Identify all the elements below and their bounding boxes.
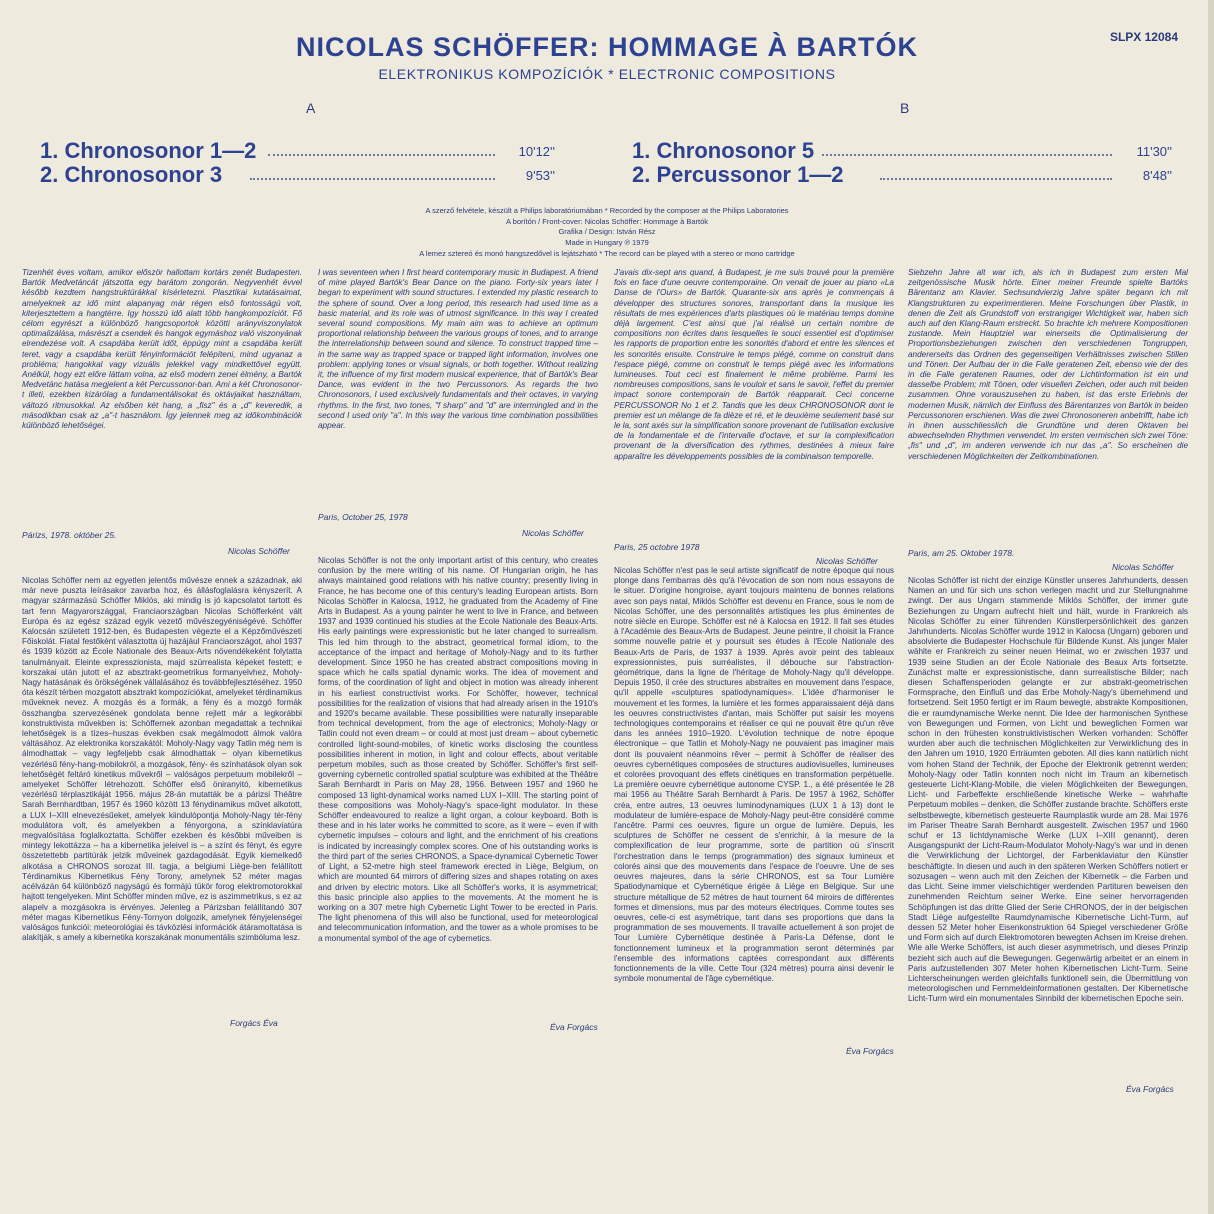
leader-dots [268, 152, 495, 156]
bio-de: Nicolas Schöffer ist nicht der einzige Künstler unseres Jahrhunderts, dessen Namen an und für sich uns schon verlegen macht und zur Stellungnahme zwingt. Der aus Ungarn stammende Miklós Schöffer, der immer gute Beziehungen zu Ungarn aufrecht hielt und hält, wurde in Frankreich als Nicolas Schöffer zu einer führenden Künstlerpersönlichkeit des ganzen Jahrhunderts. Nicolas Schöffer wurde 1912 in Kalocsa (Ungarn) geboren und absolvierte die Budapester Hochschule für Bildende Kunst. Als junger Maler wählte er Frankreich zu seiner neuen Heimat, wo er zwischen 1937 und 1939 seine Studien an der École Nationale des Beaux Arts fortsetzte. Zunächst malte er expressionistische, dann surrealistische Bilder; nach diesen Schaffensperioden gelangte er zur abstrakt-geometrischen Formsprache, den Einfluß und das Erbe Moholy-Nagy's übernehmend und fortsetzend. Seit 1950 fertigt er im Raum bewegte, abstrakte Kompositionen, die er raumdynamische Werke nennt. Die Idee der harmonischen Synthese von Bewegungen und Formen, von Licht und beweglichen Formen war schon in den frühesten konstruktivistischen Werken vorhanden: Schöffer wurden aber auch die technischen Möglichkeiten zur Verwirklichung des in den Jahren um 1910, 1920 Erträumten geboten. All dies kann natürlich nicht vom hohen Stand der Technik, der Epoche der Elektronik getrennt werden; Moholy-Nagy oder Tatlin konnten noch nicht im Traum an kibernetisch gesteuerte Licht-Klang-Mobile, die vielen Möglichkeiten der Bewegungen, Licht- und Farbeffekte erschließende kinetische Werke – wahrhafte Perpetuum mobiles – denken, die Schöffer zustande brachte. Schöffers erste selbstbewegte, kibernetisch gesteuerte Raumplastik wurde am 28. Mai 1976 im Pariser Theatre Sarah Bernhardt ausgestellt. Zwischen 1957 und 1960 schuf er 13 lichtdynamische Werke (LUX I–XIII genannt), deren Ausgangspunkt der Licht-Raum-Modulator Moholy-Nagy's war und in denen die Verwirklichung der Lichtorgel, der Farbenklaviatur den Künstler beschäftigte. In diesen und auch in den späteren Werken Schöffers notiert er sozusagen – wenn auch mit den Zeichen der Kibernetik – die Farben und das Licht. Seine immer vielschichtiger werdenden Partituren beweisen den zunehmenden Reichtum seiner Werke. Eine seiner hervorragenden Schöpfungen ist das dritte Glied der Serie CHRONOS, der in der belgischen Stadt Liège aufgestellte Raumdynamische Kibernetische Licht-Turm, auf dessen 52 Meter hoher Eisenkonstruktion 64 Spiegel verschiedener Größe und Form sich auf durch Elektromotoren bewegten Achsen im Kreise drehen. Wie alle Werke Schöffers, ist auch dieser asymmetrisch, und dieses Prinzip bezieht sich auch auf die Bewegungen. Gegenwärtig arbeitet er an einem in Paris aufzustellenden 307 Meter hohen Kibernetischen Licht-Turm. Seine Lichterscheinungen werden gleichfalls funktionell sein, die Übermittlung von meteorologischen und Fernmeldeinformationen gestalten. Der Kibernetische Licht-Turm wird ein monumentales Sinnbild der kibernetischen Epoche sein. [908, 576, 1188, 1004]
album-subtitle: ELEKTRONIKUS KOMPOZÍCIÓK * ELECTRONIC COMPOSITIONS [378, 66, 836, 82]
credit-line: A lemez sztereó és monó hangszedővel is lejátszható * The record can be played with a stereo or mono cartridge [419, 248, 795, 258]
date-hu: Párizs, 1978. október 25. [22, 530, 117, 540]
track-duration: 10'12'' [518, 144, 555, 159]
bio-signature-fr: Éva Forgács [846, 1046, 894, 1056]
track-a1 [40, 138, 555, 162]
album-title: NICOLAS SCHÖFFER: HOMMAGE À BARTÓK [296, 32, 918, 62]
date-de: Paris, am 25. Oktober 1978. [908, 548, 1015, 558]
composer-note-fr: J'avais dix-sept ans quand, à Budapest, je me suis trouvé pour la première fois en face d'une oeuvre contemporaine. On venait de jouer au piano «La Danse de l'Ours» de Bartók. Quarante-six ans après je commençais à développer des structures sonores, transportant dans la musique les résultats de mes expériences d'arts plastiques où le matériau temps domine déjà largement. C'est ainsi que j'ai réalisé un certain nombre de compositions non écrites dans lesquelles le souci essentiel est d'optimiser les rapports de proportion entre les sonorités d'abord et entre les silences et les sonorités ensuite. Construire le temps piégé, comme on construit dans l'espace piégé, comme on construit le temps piégé avec les informations lumineuses. Tout ceci est finalement le même problème. Parmi les nombreuses compositions, sans le vouloir et sans le savoir, l'effet du premier impact sonore contemporain de Bartók réapparait. Ceci concerne PERCUSSONOR No 1 et 2. Tandis que les deux CHRONOSONOR dont le premier est un mélange de fa dièze et ré, et le deuxième seulement basé sur le la, sont axés sur la simplification sonore provenant de l'utilisation exclusive de la fondamentale et de l'intervalle d'octave, et sur la complexification provenant de la diversification des rythmes, destinées à mieux faire apparaître les développements possibles de la combinaison temporelle. [614, 268, 894, 461]
bio-fr: Nicolas Schöffer n'est pas le seul artiste significatif de notre époque qui nous plonge dans l'embarras dès qu'à l'évocation de son nom nous essayons de le situer. D'origine hongroise, ayant toujours maintenu de bonnes relations avec son pays natal, Miklós Schöffer est devenu en France, sous le nom de Nicolas Schöffer, une des personnalités artistiques les plus éminentes de notre siècle en Europe. Schöffer est né à Kalocsa en 1912. Il fait ses études à l'Académie des Beaux-Arts de Budapest. Jeune peintre, il choisit la France somme nouvelle patrie et y poursuit ses études à l'Ecole Nationale des Beaux-Arts de Paris, de 1937 à 1939. Après avoir peint des tableaux expressionnistes, puis surréalistes, il débouche sur l'abstraction-géométrique, dans la ligne de l'héritage de Moholy-Nagy qu'il développe. Depuis 1950, il crée des structures abstraites en mouvement dans l'espace, qu'il appelle «sculptures spatiodynamiques». L'idée d'harmoniser le mouvement et les formes, la lumière et les formes apparaissaient déjà dans les oeuvres constructivistes d'antan, mais Schöffer put saisir les moyens technologiques contemporains et réaliser ce qui ne pouvait être qu'un rêve dans les années 1910–1920. L'évolution technique de notre époque électronique – que Tatlin et Moholy-Nagy ne pouvaient pas imaginer mais dont ils pouvaient néanmoins rêver – permit à Schöffer de réaliser des oeuvres cybernétiques composées de structures audiovisuelles, lumineuses et colorées provoquant des effets cinétiques en transformation perpétuelle. La première oeuvre cybernétique autonome CYSP. 1., a été présentée le 28 mai 1956 au Théâtre Sarah Bernhardt à Paris. De 1957 à 1962, Schöffer créa, entre autres, 13 oeuvres luminodynamiques (LUX 1 à 13) dont le modulateur de lumière-espace de Moholy-Nagy peut-être considéré comme l'ancêtre. Parmi ces oeuvres, figure un orgue de lumière. Depuis, les sculptures de Schöffer ne cessent de s'enrichir, à la mesure de la complexification de leur programme, sorte de partition où s'inscrit l'orchestration dans le temps (programmation) des signaux lumineux et colorés ainsi que des mouvements dans l'espace de l'oeuvre. Une de ses oeuvres majeures, dans la série CHRONOS, est sa Tour Lumière Spatiodynamique et Cybernétique érigée à Liège en Belgique. Sur une structure métallique de 52 mètres de haut tournent 64 miroirs de différentes formes et dimensions, mus par des moteurs électriques. Comme toutes ses oeuvres, celle-ci est asymétrique, tant dans ses proportions que dans la programmation de ses mouvements. Il travaille actuellement à son projet de Tour Lumière Cybernétique destinée à Paris-La Défense, dont le fonctionnement lumineux et la programmation seront déterminés par l'ensemble des informations captées correspondant aux différents fonctionnements de la ville. Cette Tour (324 mètres) pourra ainsi devenir le symbole monumental de l'âge cybernétique. [614, 566, 894, 984]
track-name: 1. Chronosonor 1—2 [40, 138, 257, 163]
leader-dots [250, 176, 495, 180]
track-duration: 8'48'' [1142, 168, 1172, 183]
track-duration: 11'30'' [1136, 144, 1172, 159]
track-a2 [40, 162, 555, 186]
bio-hu: Nicolas Schöffer nem az egyetlen jelentős művésze ennek a századnak, aki már neve puszta leírásakor zavarba hoz, és állásfoglalásra kényszerít. A magyar származású Schöffer Miklós, aki mindig is jó kapcsolatot tartott és tart fenn Magyarországgal, Franciaországban Nicolas Schöfferként vált Európa és az egész század egyik vezető művészegyéniségévé. Schöffer Kalocsán született 1912-ben, és Budapesten végezte el a Képzőművészeti Főiskolát. Fiatal festőként választotta új hazájául Franciaországot, ahol 1937 és 1939 között az École Nationale des Beaux-Arts növendékeként folytatta tanulmányait. Eleinte expresszionista, majd szürrealista képeket festett; e korszakai után jutott el az absztrakt-geometrikus formanyelvhez, Moholy-Nagy hatásának és örökségének vállalásához és továbbfejlesztéséhez. 1950 óta készít térben mozgatott absztrakt kompozíciókat, amelyeket térdinamikus műveknek nevez. A mozgás és a formák, a fény és a mozgó formák összhangba szervezésének gondolata benne rejlett már a legkorábbi konstruktivista művekben is: Schöffernek azonban megadattak a technikai lehetőségek is a tízes–huszas években csak megálmodott álmok valóra váltásához. Az elektronika korszakától: Moholy-Nagy vagy Tatlin még nem is álmodhattak – vagy legfeljebb csak álmodhattak – olyan kibernetikus vezérlésű fény-hang-mobilokról, a mozgások, fény- és színhatások olyan sok lehetőségét feltáró kinetikus művekről – valóságos perpetuum mobilekről – amelyeket Schöffer létrehozott. Schöffer első öniranyitó, kibernetikus vezérlésű térplasztikáját 1956. május 28-án mutatták be a párizsi Théâtre Sarah Bernhardtban, 1957 és 1960 között 13 fénydinamikus művet alkotott, a LUX I–XIII elnevezésűeket, amelyek kiindulópontja Moholy-Nagy tér-fény modulátora volt, és amelyekben a fényorgona, a színklaviatúra megvalósítása foglalkoztatta. Schöffer ezekben és későbbi műveiben is mintegy lekottázza – ha a kibernetika jeleivel is – a színt és fényt, és egyre összetettebb partitúrák jelzik műveinek gazdagodását. Egyik kiemelkedő alkotása a CHRONOS sorozat III. tagja, a belgiumi Liège-ben felállított Térdinamikus Kibernetikus Fény Torony, amelynek 52 méter magas acélvázán 64 különböző nagyságú és formájú tükör forog elektromotorokkal hajtott tengelyeken. Mint Schöffer minden műve, ez is aszimmetrikus, s ez az alapelv a mozgásokra is érvényes. Jelenleg a Párizsban felállítandó 307 méter magas Kibernetikus Fény-Tornyon dolgozik, amelynek fényjelenségei valóságos funkciói: meteorológiai és távközlési információk átáramoltatása is alakítják, s amely a kibernetika korszakának monumentális szimbóluma lesz. [22, 576, 302, 943]
bio-signature-hu: Forgács Éva [230, 1018, 278, 1028]
bio-signature-en: Éva Forgács [550, 1022, 598, 1032]
leader-dots [880, 176, 1112, 180]
track-name: 2. Percussonor 1—2 [632, 162, 844, 187]
track-duration: 9'53'' [525, 168, 555, 183]
date-en: Paris, October 25, 1978 [318, 512, 408, 522]
side-a-label: A [306, 100, 316, 116]
side-b-label: B [900, 100, 910, 116]
composer-note-hu: Tizenhét éves voltam, amikor először hallottam kortárs zenét Budapesten. Bartók Medvetáncát játszotta egy barátom zongorán. Negyvenhét évvel később kezdtem hangstruktúrákkal kísérletezni. Plasztikai kutatásaimat, amelyeknek az idő mint alapanyag már régen első fontosságú volt, kiterjesztettem a hangtérre. Igy hosszú idő alatt több hangkompozíciót. Fő célom egyrészt a különböző hangcsoportok közötti arányviszonylatok optimalizálása, másrészt a csendek és hangok egymáshoz való viszonyának elrendezése volt. A csapdába került időt, éppúgy mint a csapdába került teret, vagy a csapdába került fényinformációt felépíteni, mind ugyanaz a probléma; hangokkal vagy vizuális jelekkel vagy mindkettővel együtt. Anélkül, hogy ezt előre láttam volna, az első modern zenei élmény, a Bartók Medvetánc hatása megjelent a két Percussonor-ban. Ami a két Chronosonor-t illeti, ezekben kizárólag a fundamentálisokat és oktávjaikat használtam, változó ritmusokkal. Az elsőben két hang, a „fisz" és a „d" keveredik, a másodikban csak az „a"-t használom. Így jelennek meg az időkombinációk különböző lehetőségei. [22, 268, 302, 431]
track-name: 1. Chronosonor 5 [632, 138, 815, 163]
catalog-number: SLPX 12084 [1109, 30, 1178, 44]
credit-line: Grafika / Design: István Rész [558, 227, 656, 237]
composer-note-en: I was seventeen when I first heard contemporary music in Budapest. A friend of mine played Bartók's Bear Dance on the piano. Forty-six years later I began to experiment with sound structures. I extended my plastic research to the sphere of sound. Over a long period, this research had used time as a basic material, and its role was of utmost significance. In this way I created several sound compositions. My main aim was to achieve an optimum proportional relationship between the various groups of tones, and to arrange the interrelationship between sound and silence. To construct trapped time – in the same way as trapped space or trapped light information, involves one problem: applying tones or visual signals, or both together. Without realizing it, the influence of my first modern musical experience, that of Bartók's Bear Dance, was evident in the two Percussonors. As regards the two Chronosonors, I used exclusively fundamentals and their octaves, in varying rhythms. In the first, two tones, "f sharp" and "d" are intermingled and in the second I used only "a". In this way the various time combination possibilities appear. [318, 268, 598, 431]
credit-line: Made in Hungary ℗ 1979 [565, 238, 649, 248]
composer-note-de: Siebzehn Jahre alt war ich, als ich in Budapest zum ersten Mal zeitgenössische Musik hörte. Einer meiner Freunde spielte Bartóks Bärentanz am Klavier. Sechsundvierzig Jahre später begann ich mit Klangstrukturen zu experimentieren. Meine Forschungen über Plastik, in denen die Zeit als Grundstoff von erstrangiger Wichtigkeit war, haben sich auch auf den Klang-Raum erstreckt. So brachte ich mehrere Kompositionen zustande. Mein Hauptziel war einerseits die Optimalisierung der Proportionsbeziehungen zwischen den verschiedenen Tongruppen, andererseits das Ordnen des gegenseitigen Verhältnisses zwischen Stillen und Tönen. Der Aufbau der in die Falle geratenen Zeit, ebenso wie der des in die Falle geratenen Raumes, oder der Lichtinformation ist ein und dasselbe Problem; mit Tönen, oder visuellen Zeichen, oder auch mit beiden zusammen. Ohne vorauszusehen zu haben, ist das erste Erlebnis der modernen Musik, nämlich der Einfluss des Bärentanzes von Bartók in beiden Percussonoren erschienen. Was die zwei Chronosoneren anbetrifft, habe ich in ihnen ausschliesslich die Grundtöne und deren Oktaven bei abwechselnden Rhythmen verwendet. Im ersten vermischen sich zwei Töne: „fis" und „d", im anderen verwende ich nur das „a". So erscheinen die verschiedenen Möglichkeiten der Zeitkombinationen. [908, 268, 1188, 461]
credits-block [0, 206, 1214, 260]
bio-en: Nicolas Schöffer is not the only important artist of this century, who creates confusion by the mere writing of his name. Of Hungarian origin, he has always maintained good relations with his native country; presently living in France, he has become one of this century's leading European artists. Born Nicolas Schöffer in Kalocsa, 1912, he graduated from the Academy of Fine Arts in Budapest. As a young painter he went to live in France, and between 1937 and 1939 continued his studies at the Ecole Nationale des Beaux-Arts. His early paintings were expressionistic but he later changed to surrealism. This led him through to the abstract, geometrical formal idiom, to the acceptance of the impact and heritage of Moholy-Nagy and to its further development. Since 1950 he has created abstract compositions moving in space which he calls spatial dynamic works. The idea of movement and forms, of the coordination of light and object in motion was already inherent in his earliest constructivist works. For Schöffer, however, technical possibilities for the realization of visions that had already arisen in the 1910's and 1920's became available. These possibilities were naturally inseparable from technical development, from the age of electronics; Moholy-Nagy or Tatlin could not even dream – or could at most just dream – about cybernetic controlled light-sound-mobiles, of kinetic works disclosing the countless possibilities inherent in motion, in light and colour effects, about veritable perpetum mobiles, such as those created by Schöffer. Schöffer's first self-governing cybernetic controlled spatial sculpture was exhibited at the Théâtre Sarah Bernhardt in Paris on May 28, 1956. Between 1957 and 1960 he composed 13 light-dynamical works named LUX I–XIII. The starting point of these compositions was Moholy-Nagy's space-light modulator. In these Schöffer endeavoured to realize a light organ, a colour keyboard. Both is these and in his later works he committed to score, as it were – even if with cybernetic impulses – colours and light, and the enrichment of his creations is indicated by increasingly complex scores. One of his outstanding works is the third part of the series CHRONOS, a Space-dynamical Cybernetic Tower of Light, a 52-metre high steel framework erected in Liège, Belgium, on which are mounted 64 mirrors of differing sizes and shapes rotating on axes and driven by electric motors. Like all Schöffer's works, it is asymmetrical; this basic principle also applies to the movements. At the moment he is working on a 307 metre high Cybernetic Light Tower to be erected in Paris. The light phenomena of this will also be functional, used for meteorological and telecommunication information, and the tower as a whole promises to be a monumental symbol of the age of cybernetics. [318, 556, 598, 943]
bio-signature-de: Éva Forgács [1126, 1084, 1174, 1094]
signature-en: Nicolas Schöffer [522, 528, 584, 538]
signature-de: Nicolas Schöffer [1112, 562, 1174, 572]
signature-hu: Nicolas Schöffer [228, 546, 290, 556]
track-b1 [632, 138, 1172, 162]
date-fr: Paris, 25 octobre 1978 [614, 542, 700, 552]
leader-dots [822, 152, 1112, 156]
signature-fr: Nicolas Schöffer [816, 556, 878, 566]
credit-line: A borítón / Front-cover: Nicolas Schöffer: Hommage à Bartók [505, 216, 709, 226]
track-b2 [632, 162, 1172, 186]
credit-line: A szerző felvétele, készült a Philips laboratóriumában * Recorded by the composer at the Philips Laboratories [425, 206, 789, 215]
track-name: 2. Chronosonor 3 [40, 162, 223, 187]
